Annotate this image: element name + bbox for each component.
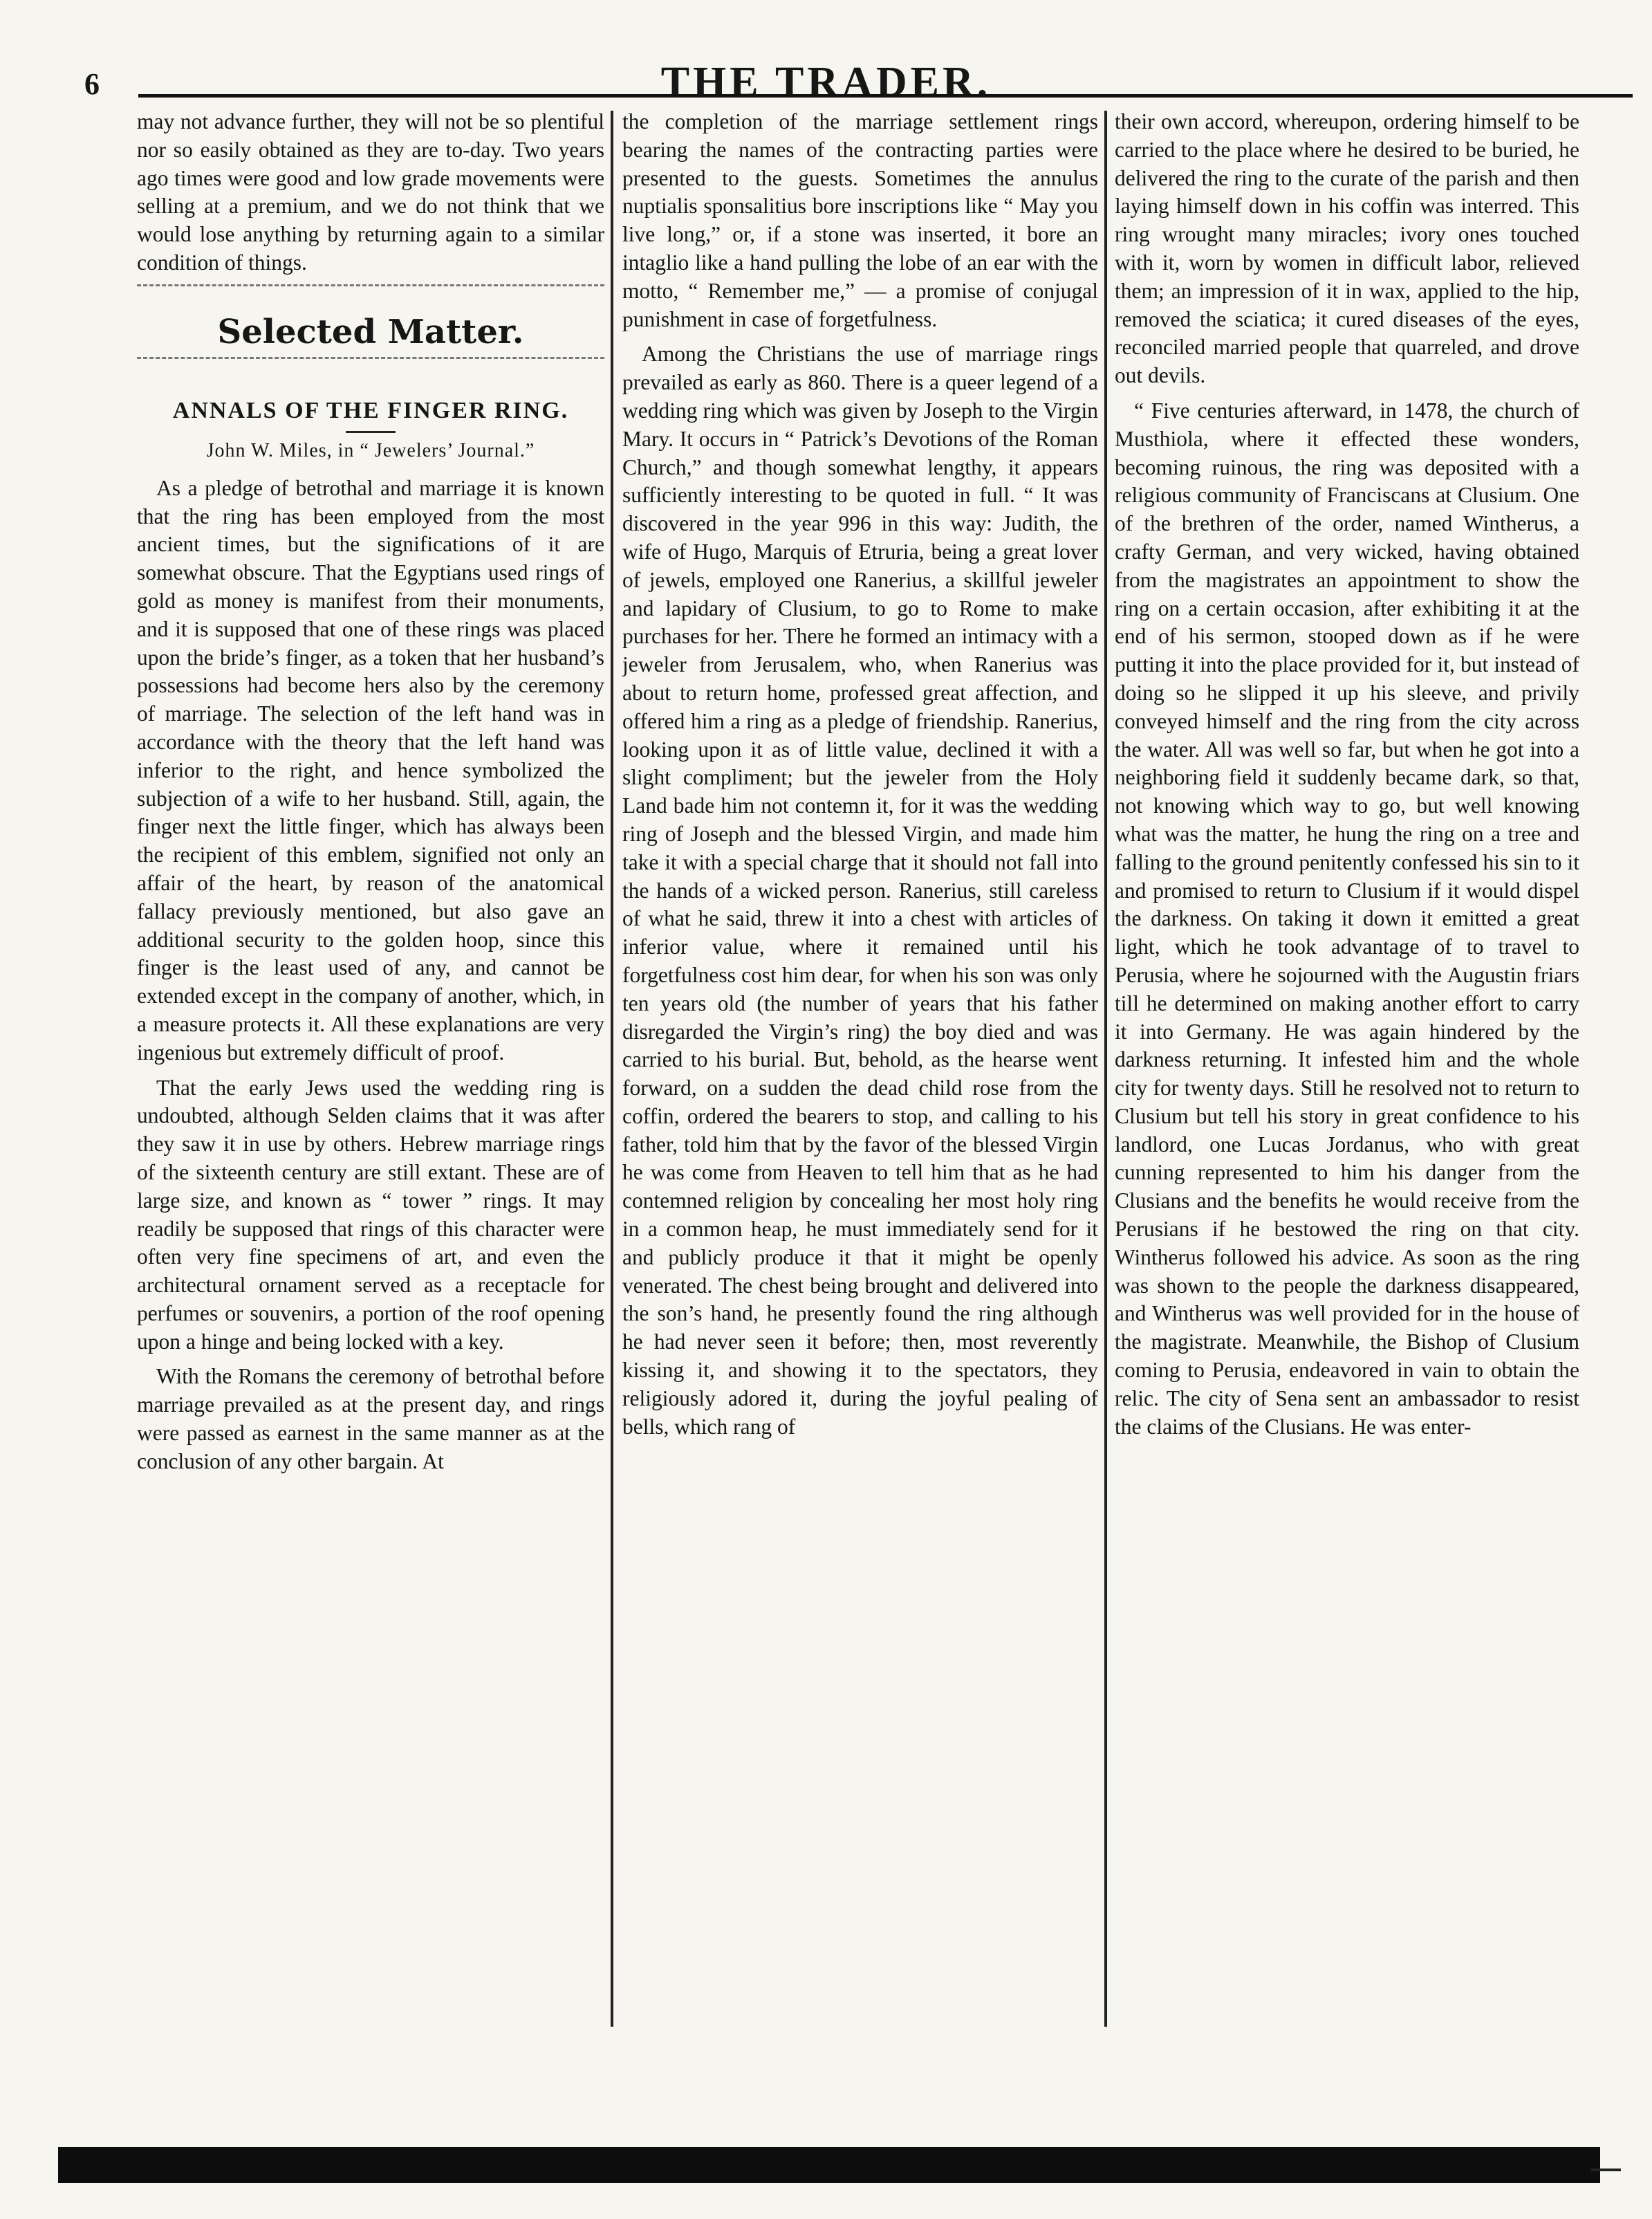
header-rule: [138, 94, 1633, 98]
column-rule: [611, 111, 613, 2027]
masthead-title: THE TRADER.: [660, 59, 992, 106]
body-paragraph: their own accord, whereupon, ordering himself to be carried to the place where he desired to be buried, he delivered the ring to the curate of the parish and then laying himself down in his coffin was interred. This ring wrought many miracles; ivory ones touched with it, worn by women in difficult labor, relieved them; an impression of it in wax, applied to the hip, removed the sciatica; it cured diseases of the eyes, reconciled married people that quarreled, and drove out devils.: [1115, 109, 1579, 388]
dashed-divider: [137, 284, 604, 307]
dashed-divider: [137, 357, 604, 380]
column-2: [622, 108, 1098, 2031]
body-paragraph: As a pledge of betrothal and marriage it is known that the ring has been employed from the most ancient times, but the significations of it are somewhat obscure. That the Egyptians used rings of gold as money is manifest from their monuments, and it is supposed that one of these rings was placed upon the bride’s finger, as a token that her husband’s possessions had become hers also by the ceremony of marriage. The selection of the left hand was in accordance with the theory that the left hand was inferior to the right, and hence symbolized the subjection of a wife to her husband. Still, again, the finger next the little finger, which has always been the recipient of this emblem, signified not only an affair of the heart, by reason of the anatomical fallacy previously mentioned, but also gave an additional security to the golden hoop, since this finger is the least used of any, and cannot be extended except in the company of another, which, in a measure protects it. All these explanations are very ingenious but extremely difficult of proof.: [137, 475, 604, 1065]
body-paragraph: That the early Jews used the wedding ring is undoubted, although Selden claims that it was after they saw it in use by others. Hebrew marriage rings of the sixteenth century are still extant. These are of large size, and known as “ tower ” rings. It may readily be supposed that rings of this character were often very fine specimens of art, and even the architectural ornament served as a receptacle for perfumes or souvenirs, a portion of the roof opening upon a hinge and being locked with a key.: [137, 1075, 604, 1354]
footer-dash: [1590, 2169, 1621, 2171]
body-paragraph: the completion of the marriage settlement rings bearing the names of the contracting parties were presented to the guests. Sometimes the annulus nuptialis sponsalitius bore inscriptions like “ May you live long,” or, if a stone was inserted, it bore an intaglio like a hand pulling the lobe of an ear with the motto, “ Remember me,” — a promise of conjugal punishment in case of forgetfulness.: [622, 109, 1098, 331]
column-rule: [1104, 111, 1107, 2027]
article-title: ANNALS OF THE FINGER RING.: [172, 397, 569, 423]
column-3: [1115, 108, 1579, 2031]
column-1: [137, 108, 604, 2031]
body-paragraph: With the Romans the ceremony of betrothal before marriage prevailed as at the present day, and rings were passed as earnest in the same manner as at the conclusion of any other bargain. At: [137, 1364, 604, 1473]
body-paragraph: Among the Christians the use of marriage rings prevailed as early as 860. There is a queer legend of a wedding ring which was given by Joseph to the Virgin Mary. It occurs in “ Patrick’s Devotions of the Roman Church,” and though somewhat lengthy, it appears sufficiently interesting to be quoted in full. “ It was discovered in the year 996 in this way: Judith, the wife of Hugo, Marquis of Etruria, being a great lover of jewels, employed one Ranerius, a skillful jeweler and lapidary of Clusium, to go to Rome to make purchases for her. There he formed an intimacy with a jeweler from Jerusalem, who, when Ranerius was about to return home, professed great affection, and offered him a ring as a pledge of friendship. Ranerius, looking upon it as of little value, declined it with a slight compliment; but the jeweler from the Holy Land bade him not contemn it, for it was the wedding ring of Joseph and the blessed Virgin, and made him take it with a special charge that it should not fall into the hands of a wicked person. Ranerius, still careless of what he said, threw it into a chest with articles of inferior value, where it remained until his forgetfulness cost him dear, for when his son was only ten years old (the number of years that his father disregarded the Virgin’s ring) the boy died and was carried to his burial. But, behold, as the hearse went forward, on a sudden the dead child rose from the coffin, ordered the bearers to stop, and calling to his father, told him that by the favor of the blessed Virgin he was come from Heaven to tell him that as he had contemned religion by concealing her most holy ring in a common heap, he must immediately send for it and publicly produce it that it might be openly venerated. The chest being brought and delivered into the son’s hand, he presently found the ring although he had never seen it before; then, most reverently kissing it, and showing it to the spectators, they religiously adored it, during the joyful pealing of bells, which rang of: [622, 342, 1098, 1439]
footer-bar: [58, 2147, 1600, 2183]
section-heading: Selected Matter.: [217, 312, 524, 351]
title-rule: [346, 431, 396, 433]
page-number: 6: [84, 67, 100, 101]
article-byline: John W. Miles, in “ Jewelers’ Journal.”: [206, 439, 535, 461]
body-paragraph: “ Five centuries afterward, in 1478, the church of Musthiola, where it effected these wonders, becoming ruinous, the ring was deposited with a religious community of Franciscans at Clusium. One of the brethren of the order, named Wintherus, a crafty German, and very wicked, having obtained from the magistrates an appointment to show the ring on a certain occasion, after exhibiting it at the end of his sermon, stooped down as if he were putting it into the place provided for it, but instead of doing so he slipped it up his sleeve, and privily conveyed himself and the ring from the city across the water. All was well so far, but when he got into a neighboring field it suddenly became dark, so that, not knowing which way to go, but well knowing what was the matter, he hung the ring on a tree and falling to the ground penitently confessed his sin to it and promised to return to Clusium if it would dispel the darkness. On taking it down it emitted a great light, which he took advantage of to travel to Perusia, where he sojourned with the Augustin friars till he determined on making another effort to carry it into Germany. He was again hindered by the darkness returning. It infested him and the whole city for twenty days. Still he resolved not to return to Clusium but tell his story in great confidence to his landlord, one Lucas Jordanus, who with great cunning represented to him his danger from the Clusians and the benefits he would receive from the Perusians if he bestowed the ring on that city. Wintherus followed his advice. As soon as the ring was shown to the people the darkness disappeared, and Wintherus was well provided for in the house of the magistrate. Meanwhile, the Bishop of Clusium coming to Perusia, endeavored in vain to obtain the relic. The city of Sena sent an ambassador to resist the claims of the Clusians. He was enter-: [1115, 398, 1579, 1439]
intro-paragraph: may not advance further, they will not be so plentiful nor so easily obtained as they are to-day. Two years ago times were good and low grade movements were selling at a premium, and we do not think that we would lose anything by returning again to a similar condition of things.: [137, 109, 604, 275]
